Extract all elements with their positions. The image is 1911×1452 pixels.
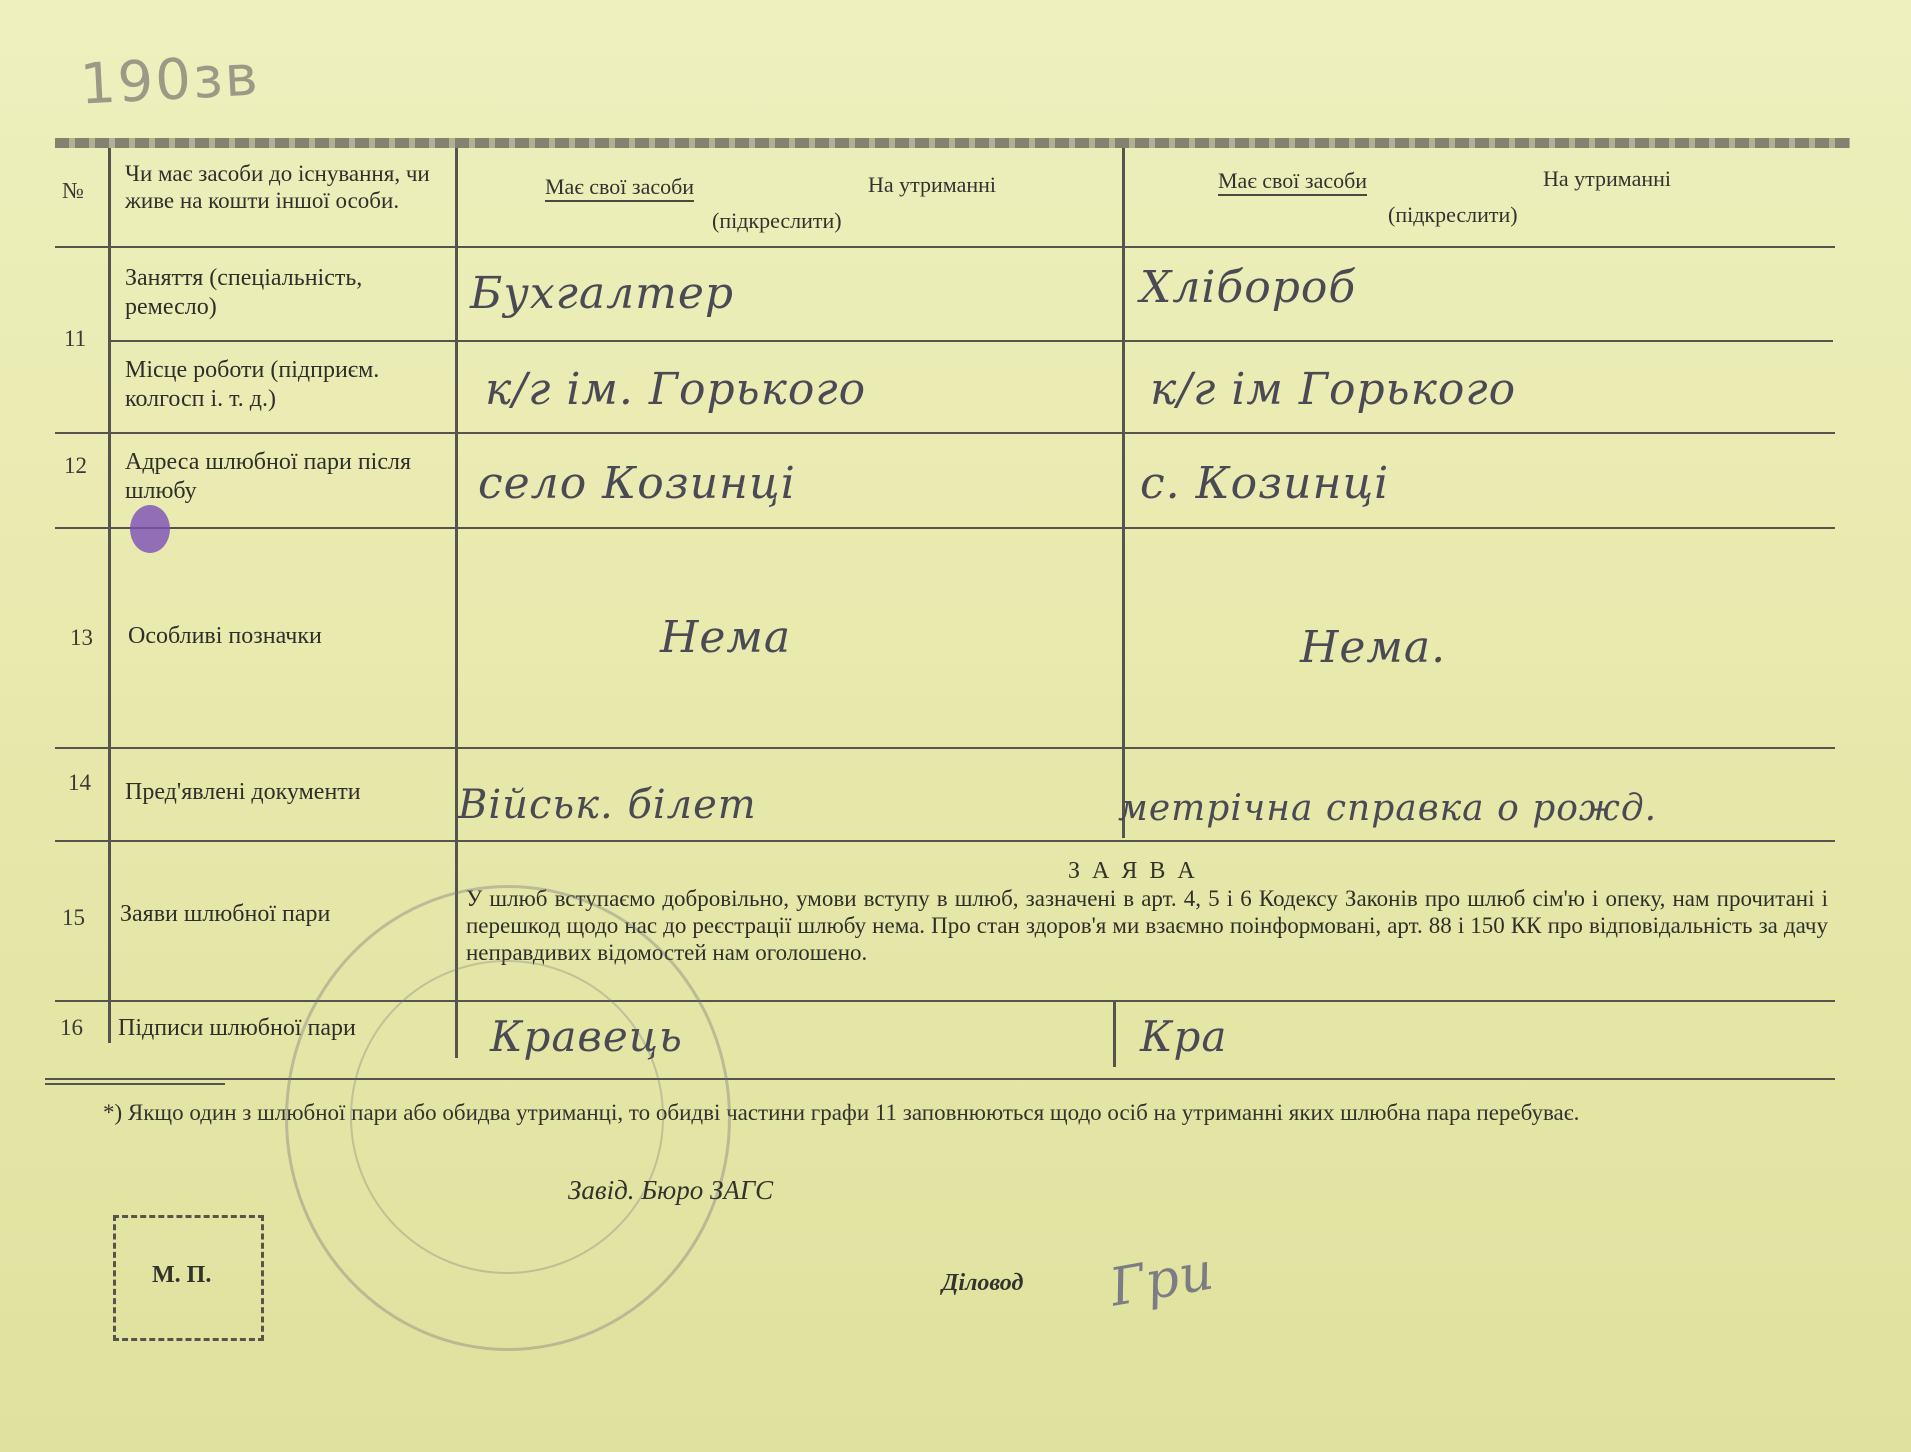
workplace-right: к/г ім Горького <box>1150 364 1517 415</box>
row-line <box>55 432 1835 434</box>
documents-right: метрічна справка о рожд. <box>1118 788 1658 829</box>
head-of-bureau-label: Завід. Бюро ЗАГС <box>568 1175 774 1205</box>
archive-number: 190зв <box>78 43 262 118</box>
left-option-dependent: На утриманні <box>868 172 997 197</box>
workplace-left: к/г ім. Горького <box>485 364 867 415</box>
zayava-text: У шлюб вступаємо добровільно, умови вступу в шлюб, зазначені в арт. 4, 5 і 6 Кодексу Законів про шлюб сім'ю і опеку, нам прочитані і перешкод щодо нас до реєстрації шлюбу нема. Про стан здоров'я ми взаємно поінформовані, арт. 88 і 150 КК про відповідальність за дачу неправдивих відомостей нам оголошено. <box>466 886 1828 965</box>
column-divider-signatures <box>1113 1002 1116 1067</box>
row-line <box>55 527 1835 529</box>
ink-blot <box>130 505 170 553</box>
address-right: с. Козинці <box>1140 458 1390 509</box>
stamp-place-label: М. П. <box>152 1262 212 1288</box>
row-line <box>55 747 1835 749</box>
row-number: 13 <box>70 625 93 650</box>
top-rule <box>55 138 1850 148</box>
official-seal-inner-ring <box>350 960 664 1274</box>
signature-left: Кравець <box>490 1012 683 1061</box>
clerk-signature: Гри <box>1105 1241 1219 1319</box>
right-option-note: (підкреслити) <box>1388 202 1518 227</box>
signature-right: Кра <box>1140 1012 1228 1061</box>
row-label-notes: Особливі позначки <box>128 623 322 649</box>
occupation-right: Хлібороб <box>1140 262 1357 313</box>
row-label-workplace: Місце роботи (підприєм. колгосп і. т. д.) <box>125 357 380 412</box>
row-label-statements: Заяви шлюбної пари <box>120 901 331 927</box>
row-label-signatures: Підписи шлюбної пари <box>118 1015 356 1041</box>
right-option-dependent: На утриманні <box>1543 166 1672 191</box>
row-number: № <box>62 178 84 203</box>
row-line <box>55 840 1835 842</box>
column-divider-middle <box>1122 148 1125 838</box>
notes-right: Нема. <box>1300 622 1447 673</box>
clerk-label: Діловод <box>942 1270 1024 1296</box>
address-left: село Козинці <box>478 458 796 509</box>
row-number: 15 <box>62 905 85 930</box>
row-number: 11 <box>64 326 87 351</box>
footnote-rule <box>45 1083 225 1085</box>
row-label-occupation: Заняття (спеціальність, ремесло) <box>125 265 363 320</box>
column-divider-number <box>108 148 111 1043</box>
row-number: 14 <box>68 770 91 795</box>
occupation-left: Бухгалтер <box>470 268 735 319</box>
right-option-own-means: Має свої засоби <box>1218 168 1367 196</box>
notes-left: Нема <box>660 612 792 663</box>
zayava-title: З А Я В А <box>1068 858 1198 884</box>
row-label-documents: Пред'явлені документи <box>125 779 361 805</box>
left-option-own-means: Має свої засоби <box>545 174 694 202</box>
left-option-note: (підкреслити) <box>712 208 842 233</box>
footnote: *) Якщо один з шлюбної пари або обидва утриманці, то обидві частини графи 11 заповнюються щодо осіб на утриманні яких шлюбна пара перебуває. <box>103 1100 1580 1125</box>
documents-left: Військ. білет <box>458 782 757 828</box>
row-label-means: Чи має засоби до існування, чи живе на кошти іншої особи. <box>125 161 430 213</box>
row-line <box>55 246 1835 248</box>
row-line <box>108 340 1833 342</box>
row-number: 16 <box>60 1015 83 1040</box>
row-number: 12 <box>64 453 87 478</box>
row-label-address: Адреса шлюбної пари після шлюбу <box>125 449 412 504</box>
